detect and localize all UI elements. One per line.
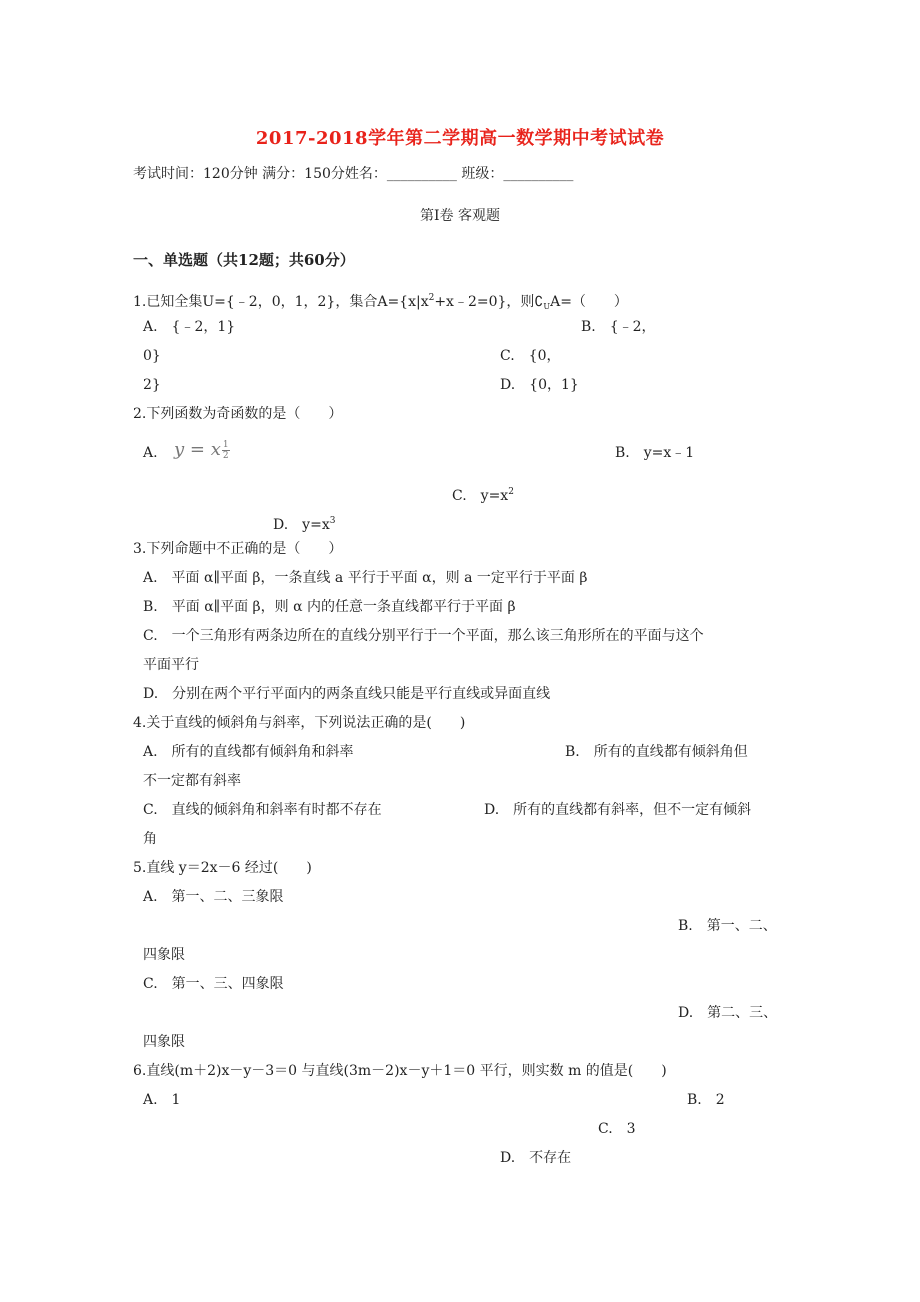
- q2-option-a-label: A.: [143, 445, 158, 461]
- q3-stem: 3.下列命题中不正确的是（ ）: [133, 541, 343, 557]
- q4-option-d: D. 所有的直线都有斜率，但不一定有倾斜: [484, 802, 752, 818]
- q6-option-d: D. 不存在: [500, 1150, 572, 1166]
- q4-option-b-cont: 不一定都有斜率: [143, 773, 241, 789]
- exam-title: 2017-2018学年第二学期高一数学期中考试试卷: [255, 128, 665, 149]
- q1-option-c: C. {0，: [500, 348, 561, 364]
- q5-option-d-cont: 四象限: [143, 1034, 185, 1050]
- q1-stem: [133, 289, 628, 316]
- q6-option-a: A. 1: [143, 1092, 181, 1108]
- q1-option-c-cont: 2}: [143, 377, 161, 393]
- q4-option-c: C. 直线的倾斜角和斜率有时都不存在: [143, 802, 382, 818]
- q6-stem: 6.直线(m＋2)x－y－3＝0 与直线(3m－2)x－y＋1＝0 平行，则实数 m 的值是( ): [133, 1063, 667, 1079]
- q5-option-d: D. 第二、三、: [678, 1005, 778, 1021]
- q2-option-c-text: C. y=x: [452, 488, 509, 504]
- q6-option-c: C. 3: [598, 1121, 636, 1137]
- q2-stem: 2.下列函数为奇函数的是（ ）: [133, 406, 343, 422]
- exam-info: 考试时间：120分钟 满分：150分姓名：__________ 班级：__________: [133, 166, 574, 182]
- q1-stem-sup: 2: [428, 293, 435, 303]
- q4-option-d-cont: 角: [143, 831, 157, 847]
- q4-option-b: B. 所有的直线都有倾斜角但: [565, 744, 748, 760]
- q1-stem-b: +x﹣2=0}，则∁: [434, 294, 544, 310]
- fraction-numerator: 1: [222, 440, 229, 450]
- q2-option-d-sup: 3: [329, 516, 336, 526]
- fraction-denominator: 2: [222, 451, 229, 461]
- q5-stem: 5.直线 y＝2x－6 经过( ): [133, 860, 312, 876]
- q5-option-a: A. 第一、二、三象限: [143, 889, 284, 905]
- q1-option-d: D. {0，1}: [500, 377, 579, 393]
- q3-option-a: A. 平面 α∥平面 β，一条直线 a 平行于平面 α，则 a 一定平行于平面 β: [143, 570, 588, 586]
- q5-option-c: C. 第一、三、四象限: [143, 976, 284, 992]
- q1-option-b-cont: 0}: [143, 348, 161, 364]
- section-title: 第Ⅰ卷 客观题: [420, 208, 500, 224]
- q1-stem-c: A=（ ）: [550, 294, 628, 310]
- q3-option-c-cont: 平面平行: [143, 657, 199, 673]
- q1-option-b: B. {﹣2，: [581, 319, 656, 335]
- q1-stem-a: 1.已知全集U={﹣2，0，1，2}，集合A={x|x: [133, 294, 429, 310]
- q3-option-d: D. 分别在两个平行平面内的两条直线只能是平行直线或异面直线: [143, 686, 551, 702]
- q4-option-a: A. 所有的直线都有倾斜角和斜率: [143, 744, 354, 760]
- q3-option-b: B. 平面 α∥平面 β，则 α 内的任意一条直线都平行于平面 β: [143, 599, 516, 615]
- q2-option-d: [273, 512, 335, 534]
- q2-option-b: B. y=x﹣1: [615, 445, 695, 461]
- q2-option-c-sup: 2: [508, 487, 514, 497]
- q2-option-c: [452, 483, 514, 505]
- q5-option-b-cont: 四象限: [143, 947, 185, 963]
- part-title: 一、单选题（共12题；共60分）: [133, 251, 355, 269]
- q3-option-c: C. 一个三角形有两条边所在的直线分别平行于一个平面，那么该三角形所在的平面与这个: [143, 628, 704, 644]
- q2-option-d-text: D. y=x: [273, 517, 330, 533]
- q6-option-b: B. 2: [687, 1092, 725, 1108]
- fraction: [222, 440, 230, 461]
- q2-option-a-math: y = x: [174, 439, 221, 460]
- q1-stem-sub: U: [543, 302, 551, 311]
- q4-stem: 4.关于直线的倾斜角与斜率，下列说法正确的是( ): [133, 715, 466, 731]
- q5-option-b: B. 第一、二、: [678, 918, 777, 934]
- q1-option-a: A. {﹣2，1}: [143, 319, 236, 335]
- q2-option-a-formula: [174, 440, 230, 461]
